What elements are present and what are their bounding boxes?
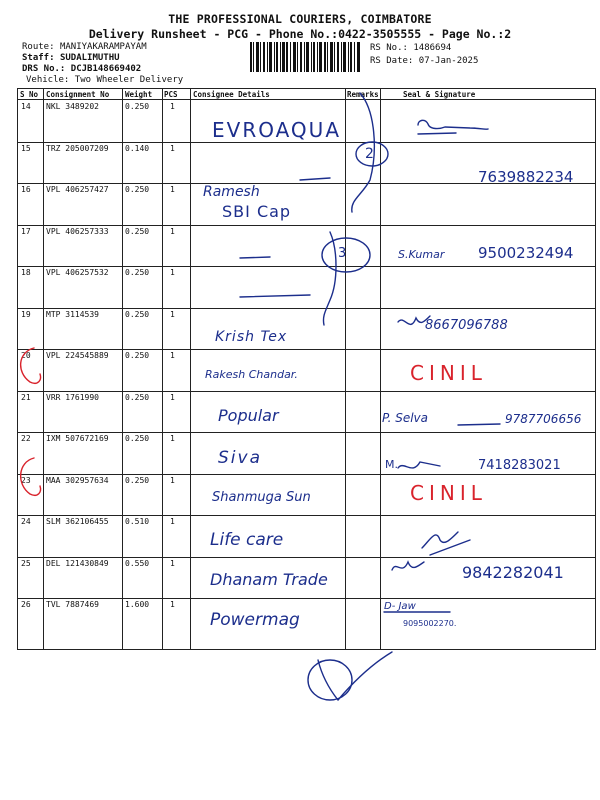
signature-underline-21 <box>458 424 500 425</box>
cell-consignment: VRR 1761990 <box>46 392 99 402</box>
handwritten-sig-19: 8667096788 <box>425 318 508 333</box>
cell-pcs: 1 <box>170 600 175 609</box>
signature-22 <box>398 462 440 468</box>
handwritten-sig-22-phone: 7418283021 <box>478 458 561 473</box>
cell-pcs: 1 <box>170 268 175 277</box>
col-header-consignee: Consignee Details <box>193 90 270 99</box>
handwritten-consignee-26: Powermag <box>210 610 300 630</box>
rs-no-value: 1486694 <box>413 43 452 53</box>
col-header-sno: S No <box>20 90 39 99</box>
cell-sno: 26 <box>21 600 31 609</box>
handwritten-sig-21-name: P. Selva <box>382 411 429 425</box>
rs-date-value: 07-Jan-2025 <box>418 56 479 66</box>
cell-weight: 0.250 <box>125 434 150 443</box>
remarks-bracket-upper <box>352 93 375 212</box>
route-value: MANIYAKARAMPAYAM <box>59 42 147 52</box>
handwritten-sig-23: CINIL <box>410 481 487 505</box>
signature-24 <box>422 532 470 555</box>
cell-sno: 24 <box>21 517 31 526</box>
handwritten-consignee-14: EVROAQUA <box>212 118 341 142</box>
cell-weight: 0.250 <box>125 102 150 111</box>
cell-consignment: VPL 406257532 <box>46 268 109 277</box>
handwritten-consignee-22: Siva <box>218 448 262 468</box>
runsheet-title: Delivery Runsheet - PCG - Phone No.:0422-3505555 - Page No.:2 <box>88 27 512 41</box>
cell-weight: 0.250 <box>125 185 150 194</box>
cell-pcs: 1 <box>170 309 175 319</box>
cell-pcs: 1 <box>170 351 175 360</box>
cell-consignment: VPL 406257427 <box>46 185 109 194</box>
cell-pcs: 1 <box>170 434 175 443</box>
cell-consignment: MAA 302957634 <box>46 475 109 485</box>
cell-pcs: 1 <box>170 102 175 111</box>
cell-sno: 15 <box>21 143 31 153</box>
drs-label: DRS No.: <box>22 64 66 74</box>
cell-consignment: MTP 3114539 <box>46 309 99 319</box>
handwritten-sig-18-phone: 9500232494 <box>478 244 574 262</box>
signature-14 <box>418 120 488 134</box>
handwritten-remark-15: 2 <box>365 146 374 162</box>
approval-stamp-circle <box>308 660 352 700</box>
handwritten-sig-25-phone: 9842282041 <box>462 563 564 582</box>
handwritten-sig-21-phone: 9787706656 <box>505 412 582 426</box>
cell-weight: 0.140 <box>125 143 150 153</box>
cell-consignment: TRZ 205007209 <box>46 143 109 153</box>
rs-date-label: RS Date: <box>370 56 414 66</box>
cell-consignment: VPL 406257333 <box>46 226 109 236</box>
cell-sno: 22 <box>21 434 31 443</box>
cell-pcs: 1 <box>170 392 175 402</box>
handwritten-consignee-24: Life care <box>210 530 284 550</box>
remark-circle-3 <box>322 238 370 272</box>
cell-weight: 0.510 <box>125 517 150 526</box>
cell-sno: 19 <box>21 309 31 319</box>
red-mark-row-20 <box>21 348 41 383</box>
handwritten-consignee-16b: SBI Cap <box>222 202 292 221</box>
cell-consignment: IXM 507672169 <box>46 434 109 443</box>
handwritten-consignee-21: Popular <box>218 406 279 425</box>
cell-sno: 17 <box>21 226 31 236</box>
col-header-weight: Weight <box>125 90 153 99</box>
cell-consignment: SLM 362106455 <box>46 517 109 526</box>
handwritten-sig-26-name: D- Jaw <box>384 601 416 612</box>
handwritten-sig-18-name: S.Kumar <box>398 248 445 261</box>
cell-consignment: VPL 224545889 <box>46 351 109 360</box>
drs-value: DCJB148669402 <box>70 64 142 74</box>
cell-sno: 20 <box>21 351 31 360</box>
cell-weight: 0.250 <box>125 226 150 236</box>
check-stamp <box>318 652 392 700</box>
cell-pcs: 1 <box>170 185 175 194</box>
col-header-pcs: PCS <box>164 90 178 99</box>
cell-weight: 0.250 <box>125 475 150 485</box>
handwritten-consignee-19: Krish Tex <box>215 329 288 345</box>
cell-sno: 18 <box>21 268 31 277</box>
dash-stroke <box>240 295 310 297</box>
handwritten-sig-20: CINIL <box>410 361 487 385</box>
handwritten-consignee-20: Rakesh Chandar. <box>205 368 298 381</box>
col-header-seal-signature: Seal & Signature <box>403 90 476 99</box>
dash-stroke <box>300 178 330 180</box>
staff-label: Staff: <box>22 53 55 63</box>
handwritten-consignee-23: Shanmuga Sun <box>212 490 311 505</box>
cell-weight: 0.250 <box>125 268 150 277</box>
cell-pcs: 1 <box>170 143 175 153</box>
cell-pcs: 1 <box>170 475 175 485</box>
company-title: THE PROFESSIONAL COURIERS, COIMBATORE <box>168 12 432 26</box>
handwritten-sig-26-phone: 9095002270. <box>403 619 457 628</box>
cell-sno: 25 <box>21 558 31 568</box>
handwritten-consignee-16a: Ramesh <box>203 184 260 200</box>
handwritten-consignee-25: Dhanam Trade <box>210 570 328 589</box>
cell-sno: 14 <box>21 102 31 111</box>
cell-weight: 0.250 <box>125 351 150 360</box>
remark-circle-2 <box>356 142 388 166</box>
signature-19 <box>398 316 430 324</box>
cell-consignment: NKL 3489202 <box>46 102 99 111</box>
cell-weight: 1.600 <box>125 600 150 609</box>
vehicle-label: Vehicle: <box>26 75 70 85</box>
route-label: Route: <box>22 42 55 52</box>
cell-pcs: 1 <box>170 226 175 236</box>
cell-pcs: 1 <box>170 558 175 568</box>
signature-25 <box>392 562 424 570</box>
cell-weight: 0.250 <box>125 392 150 402</box>
handwritten-remark-17: 3 <box>338 246 347 261</box>
cell-weight: 0.550 <box>125 558 150 568</box>
col-header-remarks: Remarks <box>347 90 379 99</box>
cell-pcs: 1 <box>170 517 175 526</box>
cell-consignment: DEL 121430849 <box>46 558 109 568</box>
cell-sno: 21 <box>21 392 31 402</box>
handwritten-sig-22-name: M. <box>385 458 398 471</box>
handwritten-sig-15: 7639882234 <box>478 168 574 186</box>
cell-sno: 23 <box>21 475 31 485</box>
staff-value: SUDALIMUTHU <box>59 53 120 63</box>
cell-weight: 0.250 <box>125 309 150 319</box>
red-mark-row-23 <box>21 458 41 495</box>
cell-consignment: TVL 7887469 <box>46 600 99 609</box>
dash-stroke <box>240 257 270 258</box>
col-header-consignment: Consignment No <box>46 90 110 99</box>
cell-sno: 16 <box>21 185 31 194</box>
rs-no-label: RS No.: <box>370 43 408 53</box>
vehicle-value: Two Wheeler Delivery <box>74 75 184 85</box>
